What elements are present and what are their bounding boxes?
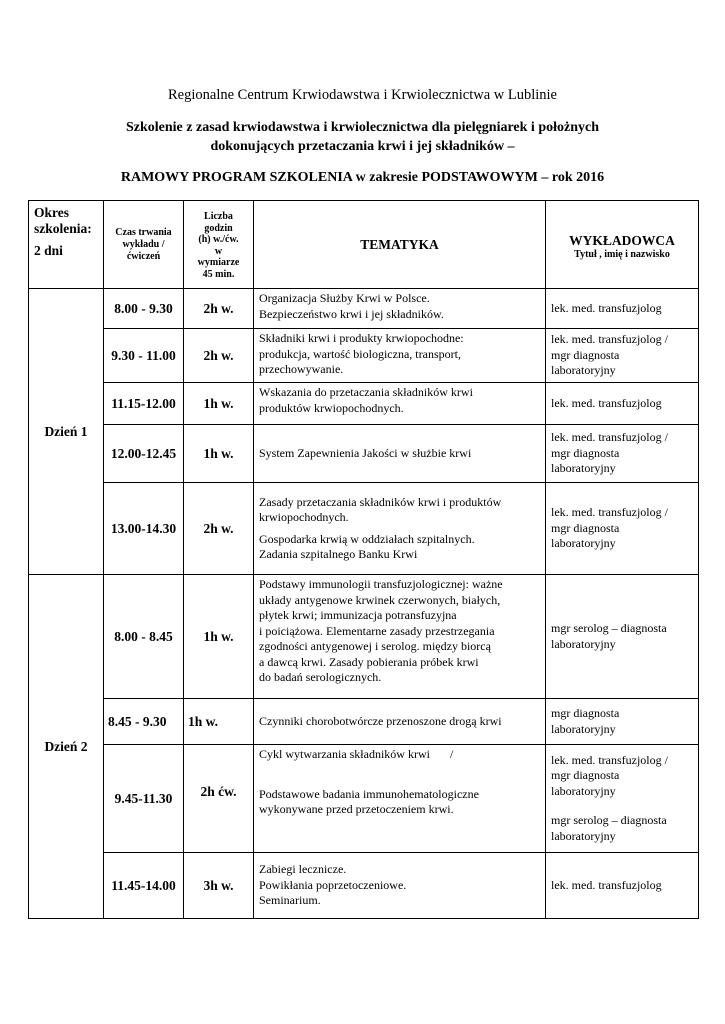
topic-header: TEMATYKA [254, 201, 546, 289]
period-header-line: szkolenia: [34, 221, 92, 236]
duration-header-line: ćwiczeń [126, 250, 161, 262]
topic-cell [254, 483, 546, 575]
course-title-line1: Szkolenie z zasad krwiodawstwa i krwiolecznictwa dla pielęgniarek i położnych [125, 120, 599, 135]
lecturer-cell [546, 289, 699, 329]
duration-header-line: wykładu / [122, 238, 165, 250]
topic-line: wykonywane przed przetoczeniem krwi. [259, 802, 454, 816]
table-row [29, 329, 699, 383]
hours-header-line: (h) w./ćw. [198, 234, 239, 245]
lecturer-line: lek. med. transfuzjolog / [551, 332, 668, 347]
topic-cell [254, 699, 546, 745]
hours-header-line: 45 min. [202, 268, 235, 280]
spacer [259, 763, 540, 787]
hours-cell: 2h w. [184, 483, 254, 575]
hours-cell: 2h w. [184, 289, 254, 329]
hours-cell: 1h w. [184, 699, 254, 745]
topic-line: Bezpieczeństwo krwi i jej składników. [259, 306, 444, 321]
table-row [29, 699, 699, 745]
hours-header-line: godzin [204, 222, 233, 234]
lecturer-cell [546, 745, 699, 853]
lecturer-line: lek. med. transfuzjolog / [551, 505, 668, 520]
table-row [29, 575, 699, 699]
topic-line: do badań serologicznych. [259, 670, 382, 684]
topic-cell [254, 329, 546, 383]
topic-cell [254, 289, 546, 329]
lecturer-line: laboratoryjny [551, 461, 616, 476]
topic-line: produktów krwiopochodnych. [259, 400, 404, 415]
duration-header-line: Czas trwania [115, 226, 172, 238]
lecturer-line: lek. med. transfuzjolog / [551, 752, 668, 767]
topic-line: a dawcą krwi. Zasady pobierania próbek krwi [259, 654, 479, 669]
time-cell: 12.00-12.45 [104, 425, 184, 483]
topic-cell [254, 853, 546, 919]
lecturer-header-subtitle: Tytuł , imię i nazwisko [574, 249, 670, 260]
schedule-table [28, 200, 699, 919]
time-cell: 11.15-12.00 [104, 383, 184, 425]
topic-line: płytek krwi; immunizacja potransfuzyjna [259, 608, 457, 622]
lecturer-cell [546, 575, 699, 699]
topic-line: System Zapewnienia Jakości w służbie krwi [259, 445, 472, 460]
program-title: RAMOWY PROGRAM SZKOLENIA w zakresie PODSTAWOWYM – rok 2016 [120, 170, 605, 185]
lecturer-line: mgr diagnosta [551, 445, 620, 460]
lecturer-cell [546, 853, 699, 919]
lecturer-line: lek. med. transfuzjolog [551, 395, 662, 410]
lecturer-cell [546, 425, 699, 483]
period-header-line: Okres [34, 205, 70, 220]
lecturer-header-title: WYKŁADOWCA [569, 233, 675, 248]
lecturer-line: lek. med. transfuzjolog [551, 877, 662, 892]
topic-text: Cykl wytwarzania składników krwi [259, 747, 430, 761]
topic-line: zgodności antygenowej i serolog. między biorcą [259, 639, 491, 653]
topic-line: przechowywanie. [259, 362, 344, 376]
lecturer-line: mgr diagnosta [551, 520, 620, 535]
topic-line: Zadania szpitalnego Banku Krwi [259, 547, 418, 561]
spacer [551, 799, 693, 813]
time-cell: 13.00-14.30 [104, 483, 184, 575]
topic-cell [254, 575, 546, 699]
lecturer-cell [546, 383, 699, 425]
topic-line: krwiopochodnych. [259, 510, 349, 524]
lecturer-cell [546, 699, 699, 745]
table-row [29, 745, 699, 853]
topic-line: produkcja, wartość biologiczna, transport, [259, 346, 461, 361]
lecturer-line: mgr diagnosta [551, 347, 620, 362]
lecturer-header [546, 201, 699, 289]
lecturer-line: mgr serolog – diagnosta [551, 813, 667, 828]
lecturer-line: laboratoryjny [551, 783, 616, 798]
duration-header [104, 201, 184, 289]
lecturer-line: lek. med. transfuzjolog [551, 300, 662, 315]
topic-line: Powikłania poprzetoczeniowe. [259, 877, 407, 892]
day-label: Dzień 2 [29, 575, 104, 919]
topic-line: Składniki krwi i produkty krwiopochodne: [259, 331, 464, 345]
hours-cell: 2h w. [184, 329, 254, 383]
hours-cell: 1h w. [184, 383, 254, 425]
topic-line [259, 747, 540, 763]
topic-line: Organizacja Służby Krwi w Polsce. [259, 291, 430, 305]
table-row [29, 289, 699, 329]
table-row [29, 853, 699, 919]
topic-line: układy antygenowe krwinek czerwonych, białych, [259, 592, 501, 607]
hours-cell: 1h w. [184, 575, 254, 699]
table-row [29, 483, 699, 575]
lecturer-line: laboratoryjny [551, 721, 616, 736]
table-row [29, 425, 699, 483]
topic-cell [254, 745, 546, 853]
table-row [29, 383, 699, 425]
lecturer-line: mgr diagnosta [551, 768, 620, 783]
topic-line: Podstawy immunologii transfuzjologicznej: ważne [259, 577, 503, 591]
topic-line: Zasady przetaczania składników krwi i produktów [259, 494, 502, 509]
topic-line: Gospodarka krwią w oddziałach szpitalnych. [259, 531, 475, 546]
topic-line: i poiciążowa. Elementarne zasady przestrzegania [259, 623, 495, 638]
time-cell: 8.00 - 8.45 [104, 575, 184, 699]
day-label: Dzień 1 [29, 289, 104, 575]
topic-slash: / [449, 747, 454, 761]
time-cell: 8.00 - 9.30 [104, 289, 184, 329]
lecturer-line: laboratoryjny [551, 363, 616, 378]
course-title [0, 118, 725, 156]
lecturer-cell [546, 483, 699, 575]
hours-cell: 2h ćw. [184, 745, 254, 853]
topic-line: Seminarium. [259, 893, 321, 908]
table-header-row [29, 201, 699, 289]
hours-header-line: Liczba [204, 211, 233, 222]
time-cell: 8.45 - 9.30 [104, 699, 184, 745]
topic-cell [254, 425, 546, 483]
time-cell: 9.30 - 11.00 [104, 329, 184, 383]
lecturer-line: laboratoryjny [551, 828, 616, 843]
lecturer-line: laboratoryjny [551, 636, 616, 651]
period-header [29, 201, 104, 289]
lecturer-line: mgr diagnosta [551, 706, 620, 720]
topic-line: Wskazania do przetaczania składników krwi [259, 385, 473, 399]
lecturer-cell [546, 329, 699, 383]
period-header-line: 2 dni [34, 243, 63, 258]
topic-cell [254, 383, 546, 425]
lecturer-line: lek. med. transfuzjolog / [551, 430, 668, 445]
hours-cell: 1h w. [184, 425, 254, 483]
organization-name: Regionalne Centrum Krwiodawstwa i Krwiolecznictwa w Lublinie [168, 87, 557, 103]
lecturer-line: laboratoryjny [551, 536, 616, 551]
hours-cell: 3h w. [184, 853, 254, 919]
time-cell: 9.45-11.30 [104, 745, 184, 853]
hours-header-line: w [214, 245, 223, 257]
topic-line: Podstawowe badania immunohematologiczne [259, 786, 479, 801]
hours-header [184, 201, 254, 289]
time-cell: 11.45-14.00 [104, 853, 184, 919]
lecturer-line: mgr serolog – diagnosta [551, 621, 667, 635]
topic-line: Czynniki chorobotwórcze przenoszone drogą krwi [259, 713, 502, 728]
hours-header-line: wymiarze [197, 257, 240, 268]
topic-line: Zabiegi lecznicze. [259, 862, 347, 877]
course-title-line2: dokonujących przetaczania krwi i jej składników – [210, 139, 515, 154]
